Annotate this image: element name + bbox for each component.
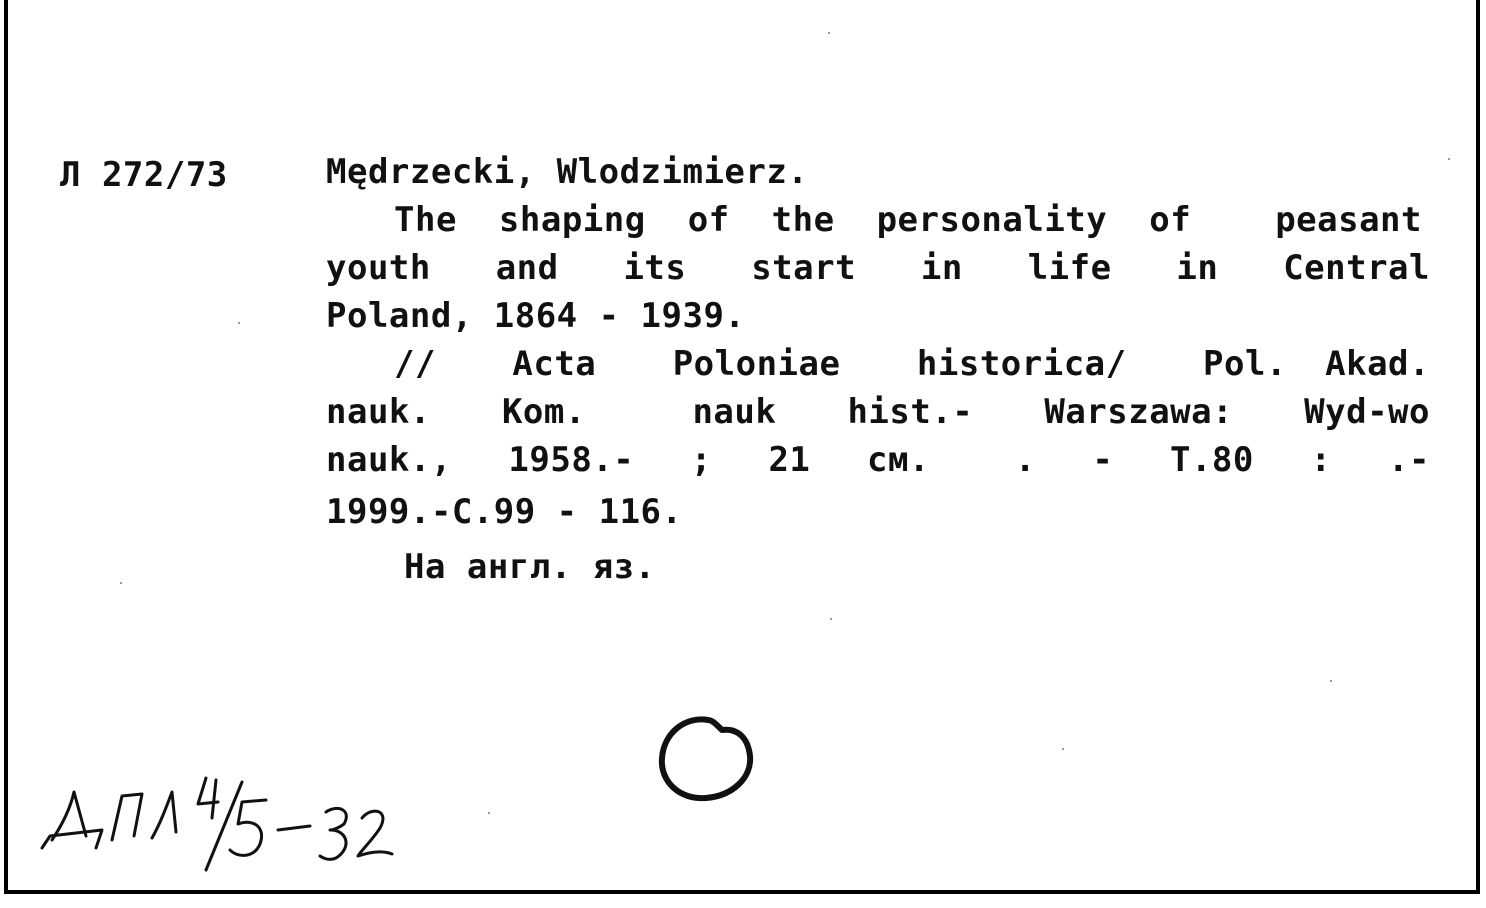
- source-line-2: nauk. Kom. nauk hist.- Warszawa: Wyd-wo: [326, 392, 1430, 432]
- speck: [238, 322, 240, 324]
- title-line-3: Poland, 1864 - 1939.: [326, 296, 746, 336]
- author-heading: Mędrzecki, Wlodzimierz.: [326, 152, 809, 192]
- speck: [1448, 158, 1450, 160]
- speck: [1062, 748, 1064, 750]
- language-note: На англ. яз.: [404, 547, 656, 587]
- title-line-1: The shaping of the personality of peasant: [394, 200, 1422, 240]
- speck: [1330, 680, 1332, 682]
- speck: [828, 32, 830, 34]
- source-line-1: // Acta Poloniae historica/ Pol. Akad.: [394, 344, 1430, 384]
- title-line-2: youth and its start in life in Central: [326, 248, 1430, 288]
- handwritten-shelf-code: [30, 770, 410, 880]
- speck: [830, 618, 832, 620]
- source-line-3: nauk., 1958.- ; 21 см. . - Т.80 : .-: [326, 440, 1430, 480]
- speck: [488, 812, 490, 814]
- shelfmark: Л 272/73: [60, 155, 228, 195]
- speck: [120, 582, 122, 584]
- punch-hole-icon: [656, 710, 756, 804]
- source-line-4: 1999.-С.99 - 116.: [326, 492, 683, 532]
